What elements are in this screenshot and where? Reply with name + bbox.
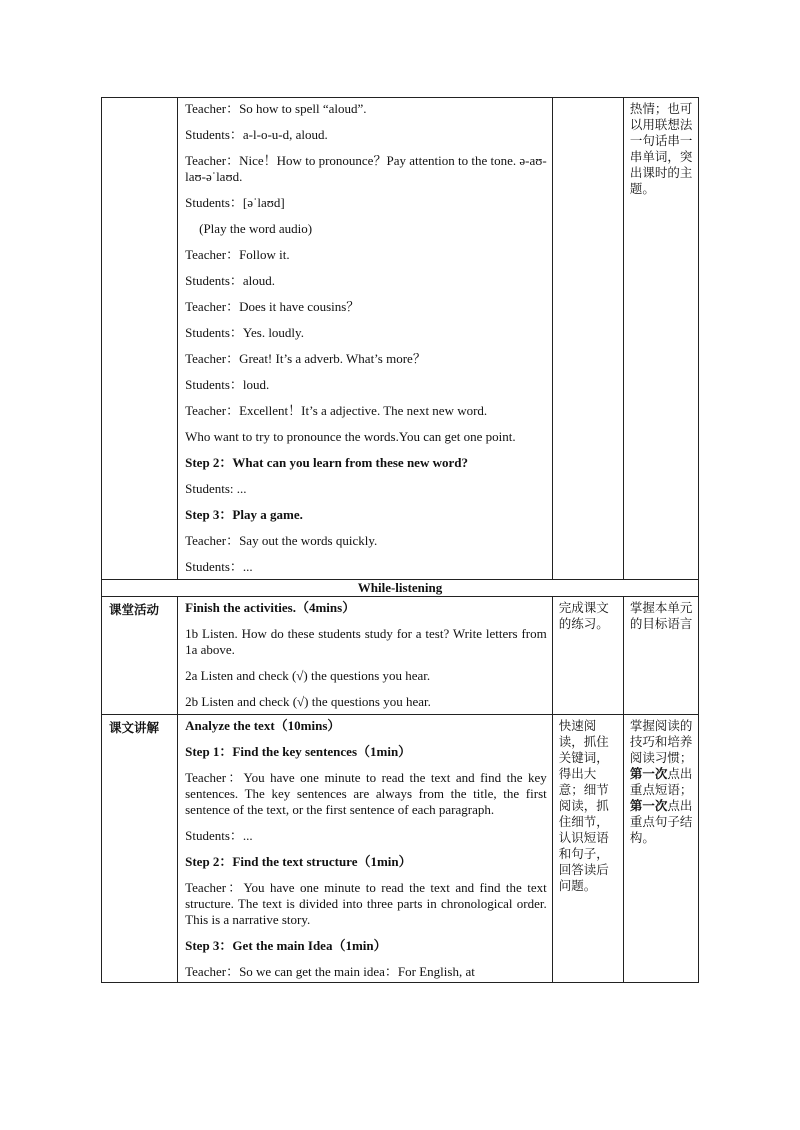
dialogue-line: Students: ... bbox=[185, 481, 247, 496]
activity-line: 2a Listen and check (√) the questions you hear. bbox=[185, 668, 431, 683]
student-activity-cell bbox=[552, 715, 623, 983]
dialogue-line: Students：[əˈlaʊd] bbox=[185, 195, 285, 210]
note-segment: 点出重点句子结构。 bbox=[629, 798, 693, 845]
step-text: Teacher：You have one minute to read the text and find the key sentences. The key sentences are always from the title, the first sentence of the text, or the first sentence of each paragraph. bbox=[185, 770, 547, 817]
row-label-cell bbox=[102, 715, 178, 983]
design-intent-cell bbox=[623, 597, 698, 715]
dialogue-line: Teacher：Excellent！It’s a adjective. The next new word. bbox=[185, 403, 488, 418]
table-row bbox=[102, 715, 699, 983]
student-activity-text: 完成课文的练习。 bbox=[558, 600, 609, 631]
table-row bbox=[102, 580, 699, 597]
table-row bbox=[102, 597, 699, 715]
activity-line: 1b Listen. How do these students study for a test? Write letters from 1a above. bbox=[185, 626, 547, 657]
dialogue-line: (Play the word audio) bbox=[199, 221, 313, 236]
dialogue-line: Teacher：Does it have cousins？ bbox=[185, 299, 360, 314]
design-intent-cell bbox=[623, 98, 698, 580]
step-heading: Step 2：What can you learn from these new word? bbox=[185, 455, 468, 470]
note-emphasis: 第一次 bbox=[629, 798, 668, 813]
dialogue-line: Students：aloud. bbox=[185, 273, 276, 288]
row-label: 课文讲解 bbox=[109, 720, 160, 735]
dialogue-line: Teacher：Follow it. bbox=[185, 247, 290, 262]
procedure-cell bbox=[178, 98, 553, 580]
dialogue-line: Students：Yes. loudly. bbox=[185, 325, 304, 340]
dialogue-line: Teacher：So how to spell “aloud”. bbox=[185, 101, 367, 116]
step-text: Students：... bbox=[185, 828, 253, 843]
activity-title: Analyze the text（10mins） bbox=[185, 718, 341, 733]
dialogue-line: Students：... bbox=[185, 559, 253, 574]
table-row bbox=[102, 98, 699, 580]
step-heading: Step 2：Find the text structure（1min） bbox=[185, 854, 412, 869]
row-label: 课堂活动 bbox=[109, 602, 160, 617]
note-segment: 掌握阅读的技巧和培养阅读习惯； bbox=[629, 718, 693, 765]
row-label-cell bbox=[102, 597, 178, 715]
dialogue-line: Who want to try to pronounce the words.You can get one point. bbox=[185, 429, 516, 444]
dialogue-line: Students：loud. bbox=[185, 377, 270, 392]
step-text: Teacher：So we can get the main idea：For English, at bbox=[185, 964, 475, 979]
design-intent-text: 热情；也可以用联想法一句话串一串单词，突出课时的主题。 bbox=[629, 101, 693, 196]
dialogue-line: Teacher：Nice！How to pronounce？Pay attention to the tone. ə-aʊ-laʊ-əˈlaʊd. bbox=[185, 153, 547, 184]
step-heading: Step 3：Play a game. bbox=[185, 507, 303, 522]
dialogue-line: Teacher：Say out the words quickly. bbox=[185, 533, 378, 548]
procedure-cell bbox=[178, 715, 553, 983]
design-intent-text: 掌握本单元的目标语言 bbox=[629, 600, 693, 631]
row-label-cell bbox=[102, 98, 178, 580]
student-activity-cell bbox=[552, 98, 623, 580]
dialogue-line: Students：a-l-o-u-d, aloud. bbox=[185, 127, 328, 142]
procedure-cell bbox=[178, 597, 553, 715]
step-heading: Step 1：Find the key sentences（1min） bbox=[185, 744, 412, 759]
dialogue-line: Teacher：Great! It’s a adverb. What’s more？ bbox=[185, 351, 426, 366]
note-emphasis: 第一次 bbox=[629, 766, 668, 781]
activity-line: 2b Listen and check (√) the questions you hear. bbox=[185, 694, 431, 709]
note-segment: 点出重点短语； bbox=[629, 766, 693, 797]
step-heading: Step 3：Get the main Idea（1min） bbox=[185, 938, 387, 953]
lesson-plan-table bbox=[101, 97, 699, 983]
step-text: Teacher：You have one minute to read the text and find the text structure. The text is divided into three parts in chronological order. This is a narrative story. bbox=[185, 880, 547, 927]
student-activity-text: 快速阅读，抓住关键词，得出大意；细节阅读，抓住细节，认识短语和句子，回答读后问题。 bbox=[558, 718, 609, 893]
activity-title: Finish the activities.（4mins） bbox=[185, 600, 356, 615]
design-intent-cell bbox=[623, 715, 698, 983]
student-activity-cell bbox=[552, 597, 623, 715]
design-intent-text bbox=[624, 715, 698, 846]
section-header: While-listening bbox=[102, 580, 699, 597]
